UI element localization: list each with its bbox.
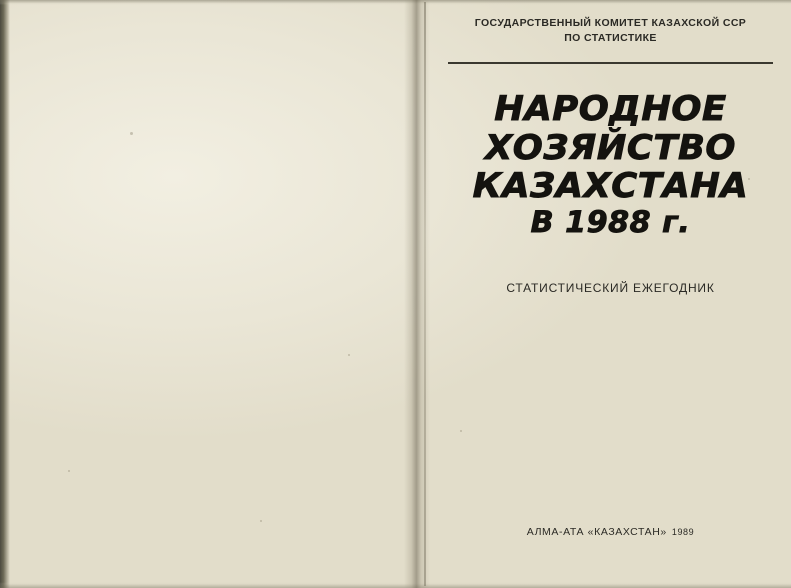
book-spine-line [424, 2, 426, 586]
book-gutter-shadow [404, 0, 430, 588]
paper-speck [748, 178, 750, 180]
right-title-page [430, 0, 791, 588]
publisher-header-line-2: ПО СТАТИСТИКЕ [564, 32, 657, 44]
title-line-2: ХОЗЯЙСТВО [484, 127, 737, 168]
title-line-1: НАРОДНОЕ [494, 89, 727, 129]
title-line-4: В 1988 г. [530, 205, 691, 240]
book-title [430, 89, 791, 240]
left-blank-page [10, 0, 410, 588]
paper-speck [68, 470, 70, 472]
header-divider-rule [448, 62, 773, 64]
imprint [430, 526, 791, 538]
paper-speck [460, 430, 462, 432]
imprint-city-publisher: АЛМА-АТА «КАЗАХСТАН» [526, 526, 667, 538]
paper-speck [348, 354, 350, 356]
book-left-binding-edge [0, 0, 10, 588]
book-subtitle: СТАТИСТИЧЕСКИЙ ЕЖЕГОДНИК [506, 281, 715, 295]
imprint-year: 1989 [671, 527, 695, 537]
publisher-header [430, 16, 791, 46]
paper-speck [260, 520, 262, 522]
paper-speck [130, 132, 133, 135]
publisher-header-line-1: ГОСУДАРСТВЕННЫЙ КОМИТЕТ КАЗАХСКОЙ ССР [474, 17, 747, 29]
title-line-3: КАЗАХСТАНА [472, 166, 749, 207]
